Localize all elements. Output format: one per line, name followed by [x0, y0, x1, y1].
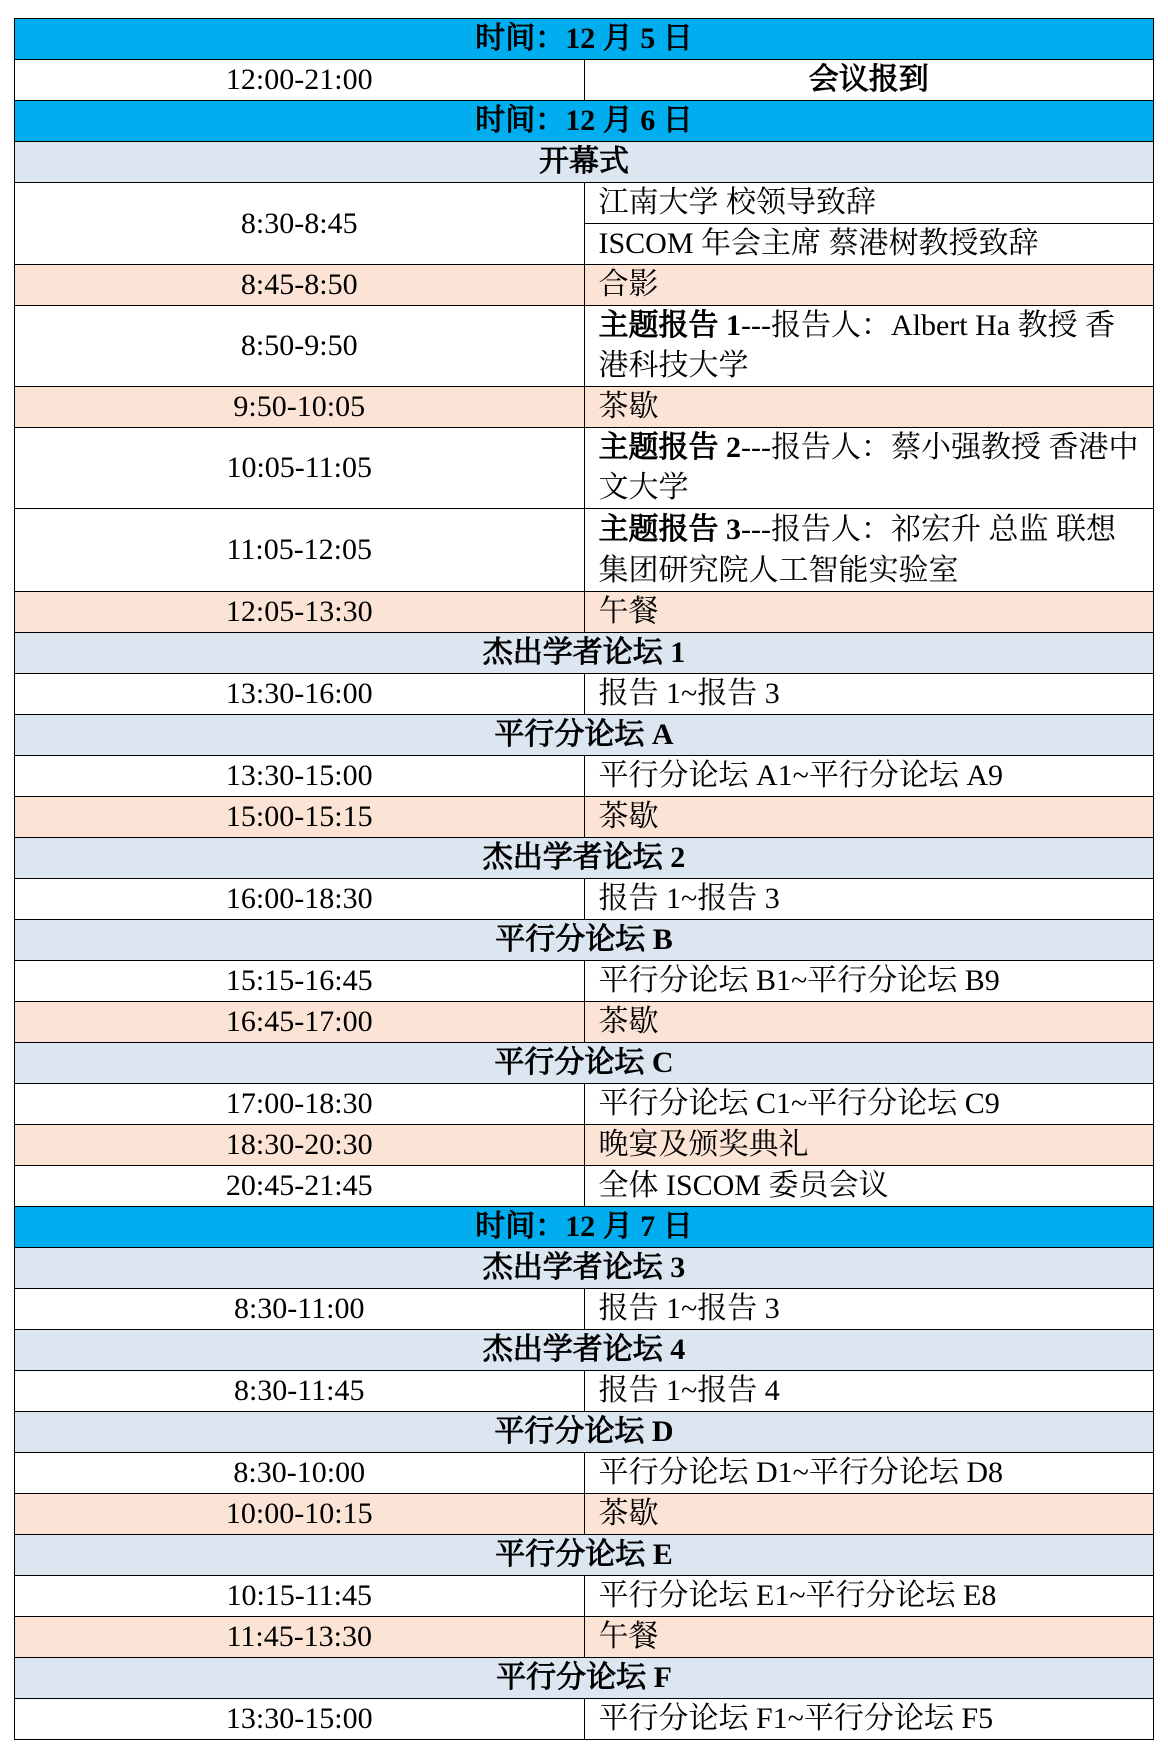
section-header: 平行分论坛 C	[15, 1043, 1154, 1084]
time-cell: 8:50-9:50	[15, 306, 585, 387]
time-cell: 16:00-18:30	[15, 879, 585, 920]
break-row	[15, 592, 1154, 633]
event-cell: 平行分论坛 B1~平行分论坛 B9	[584, 961, 1154, 1002]
schedule-row	[15, 1453, 1154, 1494]
keynote-title: 主题报告 1	[598, 309, 741, 342]
keynote-row	[15, 509, 1154, 592]
time-cell: 10:15-11:45	[15, 1576, 585, 1617]
section-header-row	[15, 1248, 1154, 1289]
section-header: 杰出学者论坛 1	[15, 633, 1154, 674]
break-row	[15, 1002, 1154, 1043]
event-cell: 茶歇	[584, 1494, 1154, 1535]
event-cell: 报告 1~报告 3	[584, 1289, 1154, 1330]
conference-schedule-table	[14, 18, 1154, 1740]
day-header: 时间：12 月 7 日	[15, 1207, 1154, 1248]
event-cell: 报告 1~报告 3	[584, 674, 1154, 715]
break-row	[15, 1617, 1154, 1658]
time-cell: 9:50-10:05	[15, 387, 585, 428]
schedule-row	[15, 60, 1154, 101]
time-cell: 17:00-18:30	[15, 1084, 585, 1125]
schedule-row	[15, 1289, 1154, 1330]
keynote-title: 主题报告 2	[598, 431, 741, 464]
time-cell: 8:30-10:00	[15, 1453, 585, 1494]
event-cell: 茶歇	[584, 387, 1154, 428]
time-cell: 11:05-12:05	[15, 509, 585, 592]
section-header: 杰出学者论坛 3	[15, 1248, 1154, 1289]
event-cell	[584, 306, 1154, 387]
section-header-row	[15, 920, 1154, 961]
break-row	[15, 1494, 1154, 1535]
day-header-row	[15, 101, 1154, 142]
event-cell	[584, 428, 1154, 509]
event-cell: 会议报到	[584, 60, 1154, 101]
section-header-row	[15, 715, 1154, 756]
day-header: 时间：12 月 6 日	[15, 101, 1154, 142]
event-cell: 平行分论坛 C1~平行分论坛 C9	[584, 1084, 1154, 1125]
schedule-row	[15, 674, 1154, 715]
schedule-row	[15, 961, 1154, 1002]
schedule-row	[15, 1371, 1154, 1412]
time-cell: 8:45-8:50	[15, 265, 585, 306]
time-cell: 15:15-16:45	[15, 961, 585, 1002]
schedule-row	[15, 1699, 1154, 1740]
keynote-row	[15, 306, 1154, 387]
event-cell: 报告 1~报告 3	[584, 879, 1154, 920]
event-cell: 午餐	[584, 1617, 1154, 1658]
time-cell: 20:45-21:45	[15, 1166, 585, 1207]
event-cell: 平行分论坛 F1~平行分论坛 F5	[584, 1699, 1154, 1740]
event-cell: 平行分论坛 D1~平行分论坛 D8	[584, 1453, 1154, 1494]
section-header: 平行分论坛 D	[15, 1412, 1154, 1453]
event-cell: 晚宴及颁奖典礼	[584, 1125, 1154, 1166]
schedule-row	[15, 756, 1154, 797]
schedule-row	[15, 1576, 1154, 1617]
section-header: 平行分论坛 F	[15, 1658, 1154, 1699]
time-cell: 12:05-13:30	[15, 592, 585, 633]
section-header-row	[15, 1658, 1154, 1699]
keynote-speaker: ---报告人：蔡小强教授 香港中文大学	[598, 431, 1139, 504]
event-cell: 茶歇	[584, 797, 1154, 838]
time-cell: 13:30-15:00	[15, 1699, 585, 1740]
time-cell: 10:00-10:15	[15, 1494, 585, 1535]
section-header: 平行分论坛 B	[15, 920, 1154, 961]
time-cell: 13:30-15:00	[15, 756, 585, 797]
time-cell: 11:45-13:30	[15, 1617, 585, 1658]
keynote-title: 主题报告 3	[598, 513, 741, 546]
event-cell: 报告 1~报告 4	[584, 1371, 1154, 1412]
break-row	[15, 1125, 1154, 1166]
section-header-row	[15, 838, 1154, 879]
break-row	[15, 797, 1154, 838]
time-cell: 8:30-11:45	[15, 1371, 585, 1412]
section-header: 开幕式	[15, 142, 1154, 183]
break-row	[15, 387, 1154, 428]
day-header-row	[15, 19, 1154, 60]
schedule-row	[15, 183, 1154, 224]
section-header: 平行分论坛 E	[15, 1535, 1154, 1576]
event-cell: ISCOM 年会主席 蔡港树教授致辞	[584, 224, 1154, 265]
day-header: 时间：12 月 5 日	[15, 19, 1154, 60]
time-cell: 10:05-11:05	[15, 428, 585, 509]
event-cell: 午餐	[584, 592, 1154, 633]
time-cell: 13:30-16:00	[15, 674, 585, 715]
time-cell: 16:45-17:00	[15, 1002, 585, 1043]
event-cell: 全体 ISCOM 委员会议	[584, 1166, 1154, 1207]
section-header: 杰出学者论坛 2	[15, 838, 1154, 879]
event-cell: 平行分论坛 E1~平行分论坛 E8	[584, 1576, 1154, 1617]
schedule-row	[15, 1166, 1154, 1207]
time-cell: 15:00-15:15	[15, 797, 585, 838]
time-cell: 8:30-8:45	[15, 183, 585, 265]
time-cell: 8:30-11:00	[15, 1289, 585, 1330]
event-cell: 合影	[584, 265, 1154, 306]
section-header: 平行分论坛 A	[15, 715, 1154, 756]
section-header-row	[15, 1330, 1154, 1371]
event-cell: 茶歇	[584, 1002, 1154, 1043]
section-header-row	[15, 1535, 1154, 1576]
keynote-speaker: ---报告人：祁宏升 总监 联想集团研究院人工智能实验室	[598, 513, 1116, 587]
day-header-row	[15, 1207, 1154, 1248]
section-header-row	[15, 1043, 1154, 1084]
time-cell: 12:00-21:00	[15, 60, 585, 101]
time-cell: 18:30-20:30	[15, 1125, 585, 1166]
schedule-row	[15, 1084, 1154, 1125]
section-header-row	[15, 142, 1154, 183]
event-cell	[584, 509, 1154, 592]
schedule-row	[15, 879, 1154, 920]
keynote-row	[15, 428, 1154, 509]
event-cell: 江南大学 校领导致辞	[584, 183, 1154, 224]
keynote-speaker: ---报告人：Albert Ha 教授 香港科技大学	[598, 309, 1116, 382]
section-header-row	[15, 1412, 1154, 1453]
break-row	[15, 265, 1154, 306]
section-header: 杰出学者论坛 4	[15, 1330, 1154, 1371]
section-header-row	[15, 633, 1154, 674]
event-cell: 平行分论坛 A1~平行分论坛 A9	[584, 756, 1154, 797]
